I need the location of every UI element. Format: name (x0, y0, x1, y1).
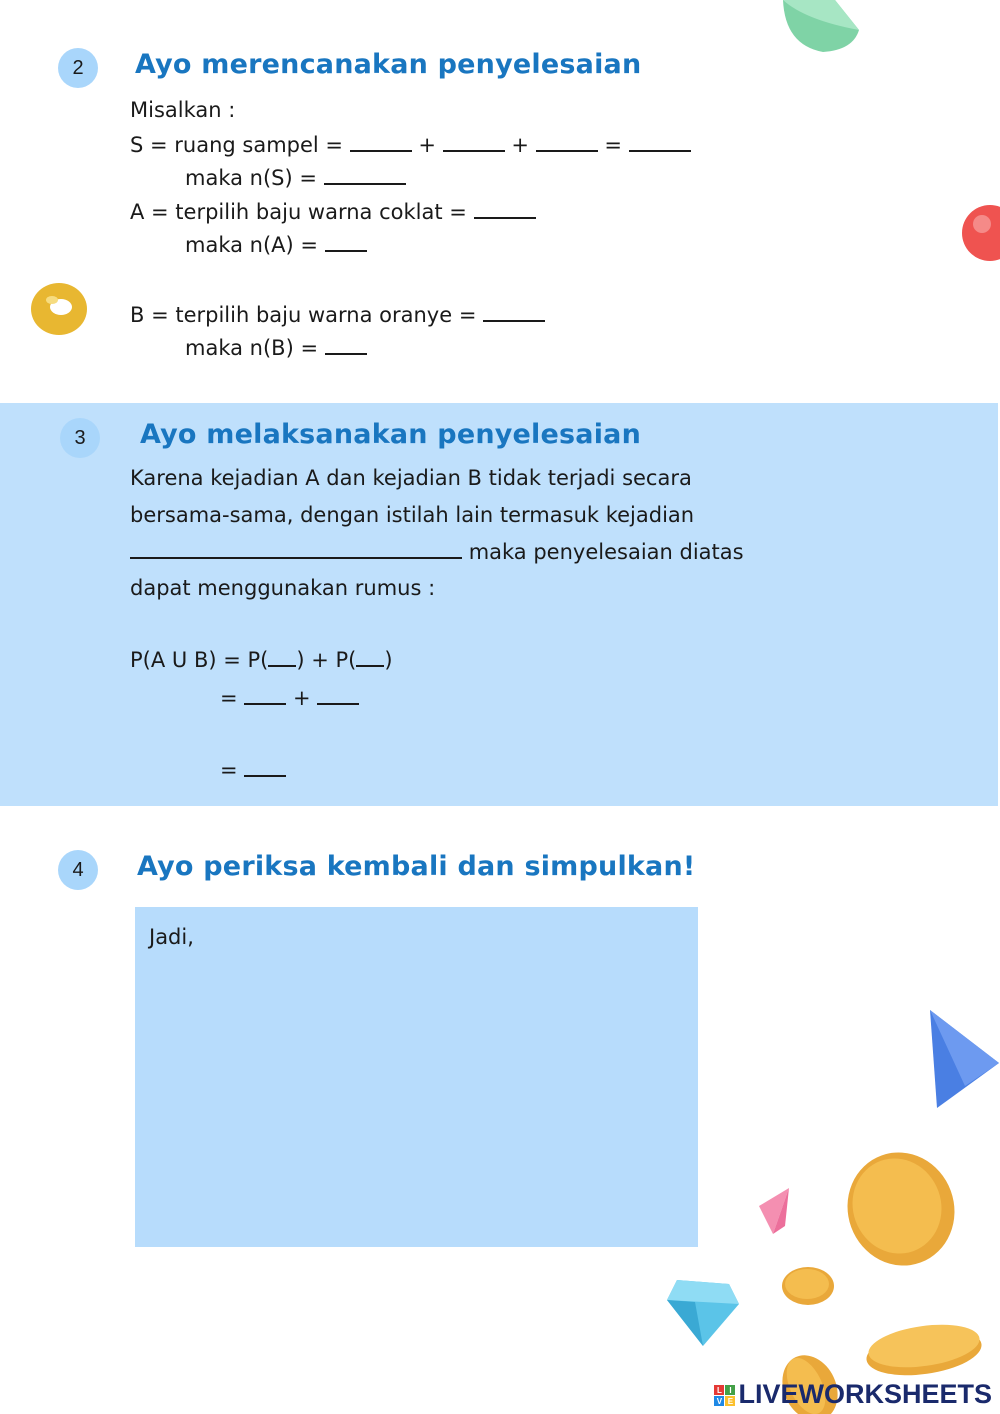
pink-pyramid-decoration (755, 1186, 795, 1236)
plus-sign: + (292, 686, 311, 710)
gold-coin-large-decoration (843, 1150, 958, 1268)
section-heading: Ayo merencanakan penyelesaian (135, 49, 642, 80)
liveworksheets-logo (714, 1379, 992, 1410)
logo-grid-icon: L I V E (714, 1385, 735, 1406)
blank-field[interactable] (474, 203, 536, 219)
conclusion-answer-box[interactable] (135, 907, 698, 1247)
misalkan-label: Misalkan : (130, 98, 236, 122)
formula-line (220, 758, 286, 782)
sample-space-line (130, 133, 691, 157)
n-a-label: maka n(A) = (185, 233, 318, 257)
n-b-label: maka n(B) = (185, 336, 319, 360)
formula-line (130, 648, 393, 672)
formula-lhs: P(A U B) = P( (130, 648, 269, 672)
n-a-line (185, 233, 367, 257)
blank-field[interactable] (443, 136, 505, 152)
blank-field[interactable] (324, 169, 406, 185)
section-heading: Ayo melaksanakan penyelesaian (140, 419, 642, 450)
plus-sign: + (511, 133, 529, 157)
green-hemisphere-decoration (775, 0, 865, 60)
blank-field[interactable] (268, 651, 296, 667)
event-b-label: B = terpilih baju warna oranye = (130, 303, 477, 327)
formula-line (220, 686, 359, 710)
blank-field[interactable] (629, 136, 691, 152)
blank-field[interactable] (350, 136, 412, 152)
section-heading: Ayo periksa kembali dan simpulkan! (137, 851, 696, 882)
blank-field[interactable] (356, 651, 384, 667)
n-s-line (185, 166, 406, 190)
n-s-label: maka n(S) = (185, 166, 317, 190)
equals-sign: = (220, 758, 238, 782)
paragraph-line: dapat menggunakan rumus : (130, 576, 436, 600)
formula-mid: ) + P( (296, 648, 357, 672)
red-sphere-decoration (960, 204, 1000, 262)
brand-name: LIVEWORKSHEETS (738, 1379, 992, 1409)
blank-field[interactable] (317, 689, 359, 705)
gold-coin-small-decoration (780, 1264, 836, 1308)
section-band (0, 403, 998, 806)
event-b-line (130, 303, 545, 327)
paragraph-suffix: maka penyelesaian diatas (468, 540, 744, 564)
formula-end: ) (384, 648, 393, 672)
event-a-line (130, 200, 536, 224)
equals-sign: = (604, 133, 622, 157)
equals-sign: = (220, 686, 238, 710)
paragraph-line: Karena kejadian A dan kejadian B tidak terjadi secara (130, 466, 692, 490)
step-number-badge: 2 (58, 48, 98, 88)
sample-space-label: S = ruang sampel = (130, 133, 344, 157)
blue-cone-decoration (925, 1008, 1000, 1113)
blank-field[interactable] (325, 339, 367, 355)
gold-ring-decoration (28, 280, 90, 338)
blank-field[interactable] (325, 236, 367, 252)
answer-prefix: Jadi, (149, 925, 194, 949)
blank-field[interactable] (244, 689, 286, 705)
paragraph-line (130, 540, 744, 564)
gold-coin-flat-decoration (862, 1318, 987, 1380)
step-number-badge: 3 (60, 418, 100, 458)
blank-field[interactable] (536, 136, 598, 152)
blank-field[interactable] (483, 306, 545, 322)
n-b-line (185, 336, 367, 360)
step-number-badge: 4 (58, 850, 98, 890)
plus-sign: + (418, 133, 437, 157)
blank-field[interactable] (130, 543, 462, 559)
paragraph-line: bersama-sama, dengan istilah lain termasuk kejadian (130, 503, 695, 527)
blank-field[interactable] (244, 761, 286, 777)
blue-diamond-decoration (665, 1276, 741, 1348)
event-a-label: A = terpilih baju warna coklat = (130, 200, 467, 224)
